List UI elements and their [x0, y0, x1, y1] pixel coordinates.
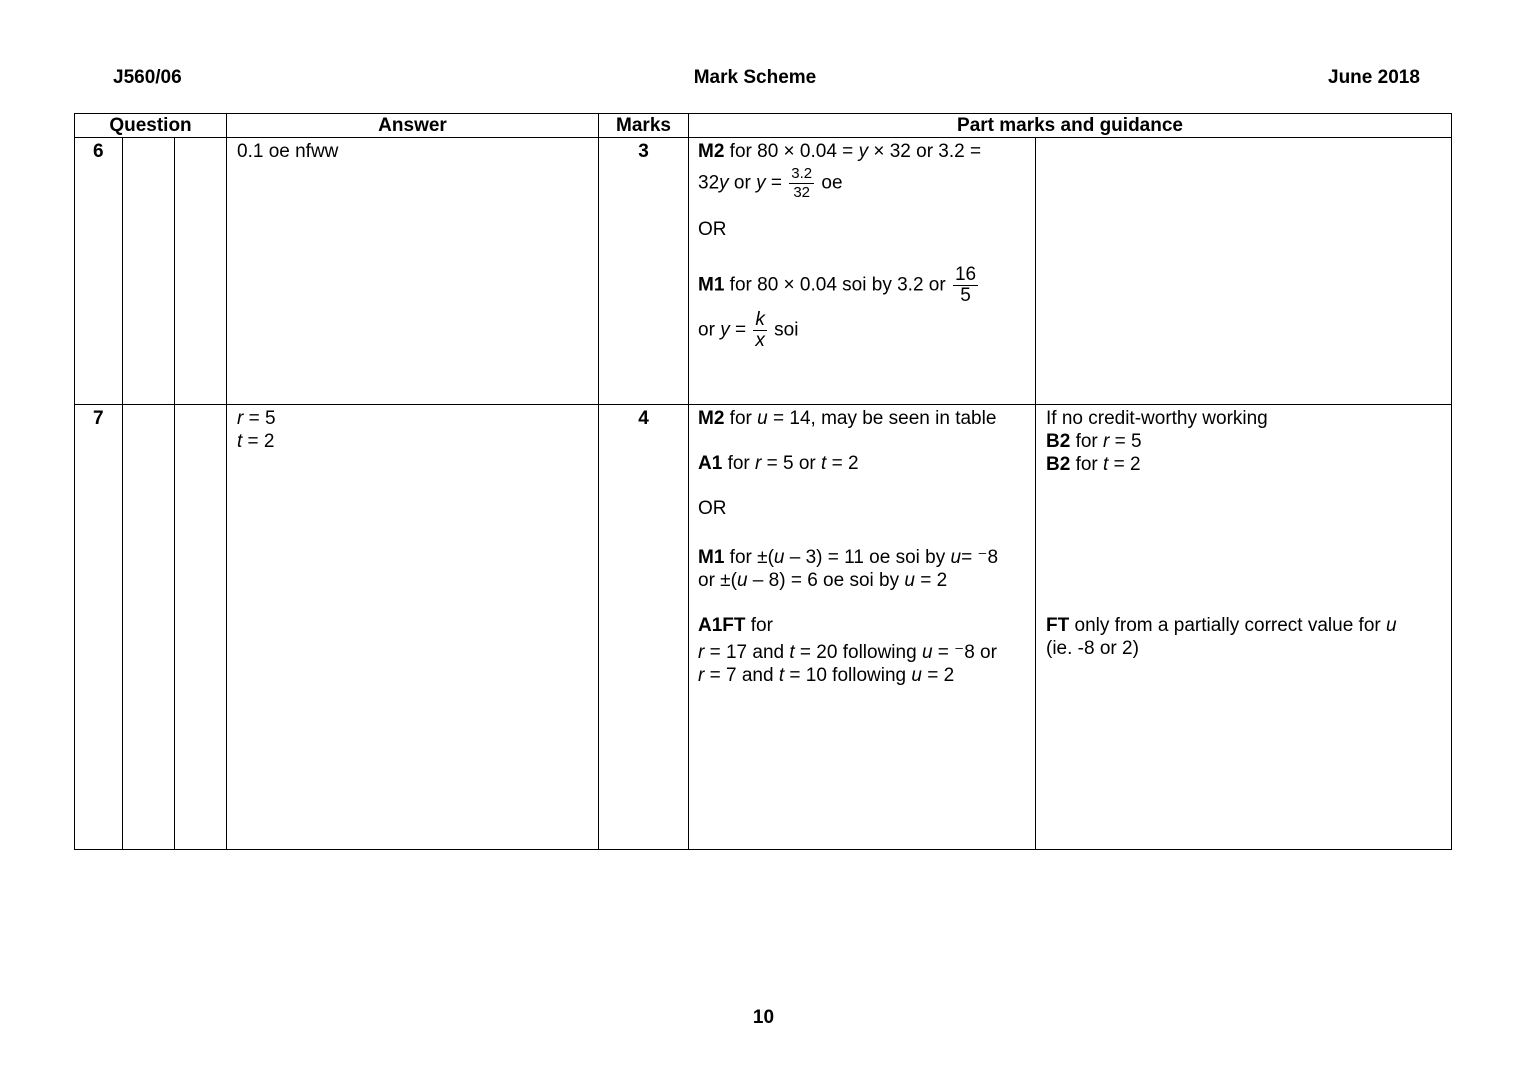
guidance-header: Part marks and guidance: [689, 114, 1452, 138]
guidance-line: M2 for 80 × 0.04 = y × 32 or 3.2 =: [698, 141, 982, 162]
page-number: 10: [752, 1007, 775, 1028]
guidance-line: M1 for ±(u – 3) = 11 oe soi by u= ⁻8: [698, 547, 999, 568]
guidance-cell: [689, 405, 1036, 850]
or-label: OR: [698, 219, 727, 240]
comment-line: If no credit-worthy working: [1046, 408, 1268, 429]
table-row-q7: [75, 405, 1452, 850]
table-row-q6: [75, 138, 1452, 405]
question-part-cell: [123, 138, 175, 405]
mark-scheme-table: [74, 113, 1452, 850]
guidance-line: 32y or y = $\frac{3.2}{32}$ oe: [698, 165, 843, 201]
marks-cell: 4: [599, 405, 689, 850]
table-header-row: [75, 114, 1452, 138]
question-number: 7: [75, 405, 123, 850]
marks-cell: 3: [599, 138, 689, 405]
marks-header: Marks: [599, 114, 689, 138]
comment-line: (ie. -8 or 2): [1046, 638, 1139, 659]
guidance-line: r = 7 and t = 10 following u = 2: [698, 665, 955, 686]
comment-line: FT only from a partially correct value for u: [1046, 615, 1397, 636]
answer-line: r = 5: [237, 408, 276, 429]
guidance-line: r = 17 and t = 20 following u = ⁻8 or: [698, 642, 997, 663]
comments-cell: [1036, 405, 1452, 850]
guidance-line: M1 for 80 × 0.04 soi by 3.2 or $\frac{16}{5}$: [698, 264, 977, 306]
document-date: June 2018: [1328, 67, 1420, 88]
question-part-cell: [123, 405, 175, 850]
guidance-line: M2 for u = 14, may be seen in table: [698, 408, 997, 429]
comment-line: B2 for r = 5: [1046, 431, 1142, 452]
comment-line: B2 for t = 2: [1046, 454, 1141, 475]
fraction: $\frac{16}{5}$: [954, 264, 977, 306]
question-subpart-cell: [175, 138, 227, 405]
question-number: 6: [75, 138, 123, 405]
answer-cell: [227, 405, 599, 850]
guidance-line: or y = $\frac{k}{x}$ soi: [698, 309, 799, 351]
guidance-line: or ±(u – 8) = 6 oe soi by u = 2: [698, 570, 948, 591]
question-header: Question: [75, 114, 227, 138]
question-subpart-cell: [175, 405, 227, 850]
guidance-line: A1FT for: [698, 615, 773, 636]
fraction: $\frac{3.2}{32}$: [791, 165, 813, 201]
guidance-cell: [689, 138, 1036, 405]
comments-cell: [1036, 138, 1452, 405]
document-title: Mark Scheme: [693, 67, 817, 88]
or-label: OR: [698, 498, 727, 519]
document-code: J560/06: [113, 67, 182, 88]
answer-line: t = 2: [237, 431, 275, 452]
answer-cell: 0.1 oe nfww: [227, 138, 599, 405]
answer-header: Answer: [227, 114, 599, 138]
guidance-line: A1 for r = 5 or t = 2: [698, 453, 859, 474]
fraction: $\frac{k}{x}$: [755, 309, 765, 351]
